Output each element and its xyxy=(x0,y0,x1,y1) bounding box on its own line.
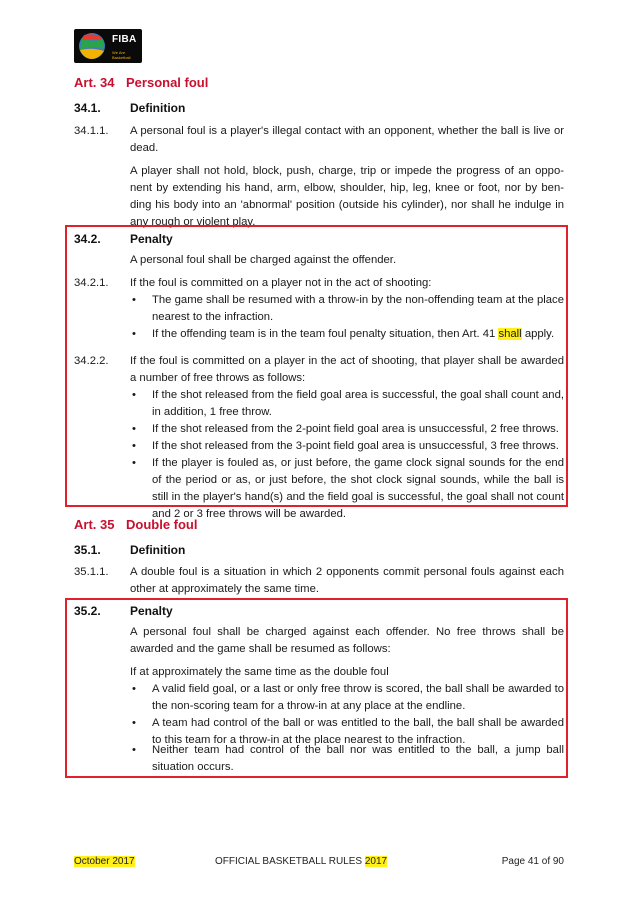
footer-year: 2017 xyxy=(364,856,388,867)
fiba-logo xyxy=(74,29,142,63)
footer-date: October 2017 xyxy=(74,856,135,867)
footer-title: OFFICIAL BASKETBALL RULES 2017 xyxy=(215,856,388,867)
logo-wordmark: FIBA xyxy=(112,34,137,45)
footer-page-number: Page 41 of 90 xyxy=(501,856,564,867)
basketball-globe-icon xyxy=(74,29,110,63)
logo-tagline: We Are Basketball xyxy=(112,50,131,60)
highlighted-word: shall xyxy=(498,328,522,340)
